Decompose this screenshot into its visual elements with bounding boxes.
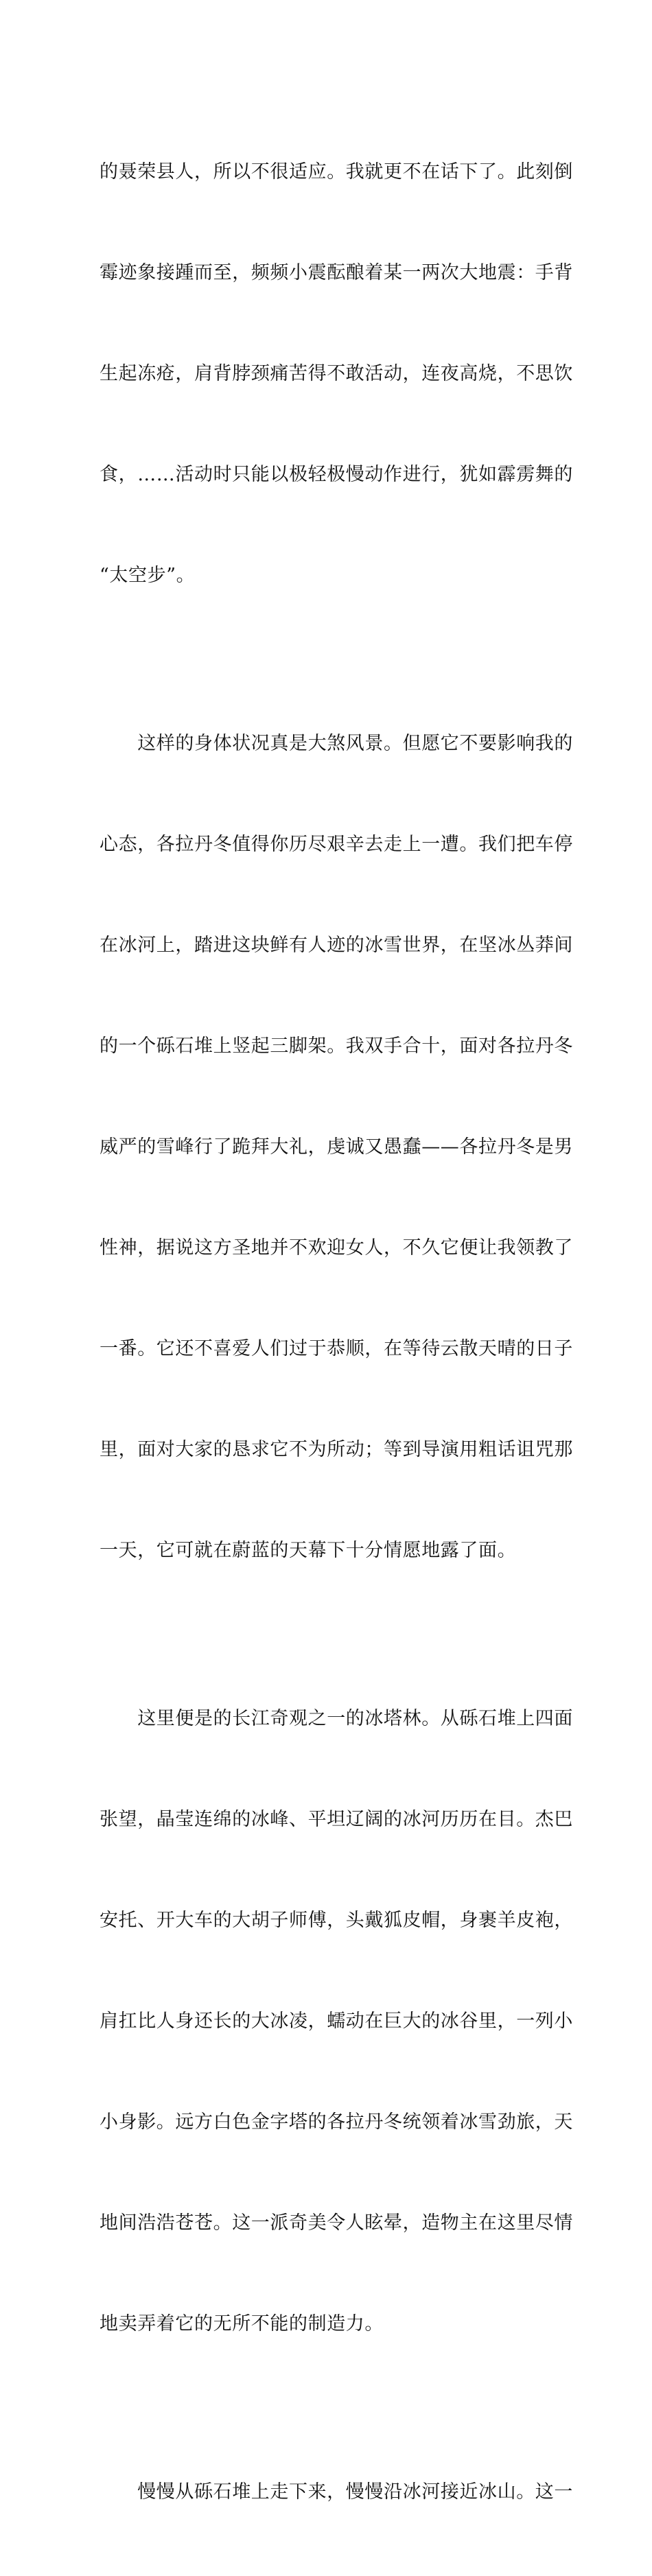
text-line: 这样的身体状况真是大煞风景。但愿它不要影响我的: [100, 733, 573, 754]
paragraph-4: [100, 2408, 573, 2576]
text-line: 生起冻疮，肩背脖颈痛苦得不敢活动，连夜高烧，不思饮: [100, 363, 573, 384]
text-line: 小身影。远方白色金字塔的各拉丹冬统领着冰雪劲旅，天: [100, 2111, 573, 2133]
paragraph-3: [100, 1635, 573, 2408]
text-line: 地间浩浩苍苍。这一派奇美令人眩晕，造物主在这里尽情: [100, 2212, 573, 2234]
text-line: 食，……活动时只能以极轻极慢动作进行，犹如霹雳舞的: [100, 464, 573, 485]
text-line: 慢慢从砾石堆上走下来，慢慢沿冰河接近冰山。这一: [100, 2481, 573, 2503]
text-line: 一天，它可就在蔚蓝的天幕下十分情愿地露了面。: [100, 1540, 517, 1561]
text-line: 在冰河上，踏进这块鲜有人迹的冰雪世界，在坚冰丛莽间: [100, 935, 573, 956]
body-text: [100, 88, 573, 2576]
text-line: 一番。它还不喜爱人们过于恭顺，在等待云散天晴的日子: [100, 1338, 573, 1359]
text-line: “太空步”。: [100, 565, 196, 586]
text-line: 肩扛比人身还长的大冰凌，蠕动在巨大的冰谷里，一列小: [100, 2011, 573, 2032]
text-line: 地卖弄着它的无所不能的制造力。: [100, 2313, 384, 2334]
text-line: 里，面对大家的恳求它不为所动；等到导演用粗话诅咒那: [100, 1439, 573, 1460]
text-line: 心态，各拉丹冬值得你历尽艰辛去走上一遭。我们把车停: [100, 834, 573, 855]
text-line: 性神，据说这方圣地并不欢迎女人，不久它便让我领教了: [100, 1237, 573, 1258]
text-line: 霉迹象接踵而至，频频小震酝酿着某一两次大地震：手背: [100, 262, 573, 283]
text-line: 这里便是的长江奇观之一的冰塔林。从砾石堆上四面: [100, 1708, 573, 1729]
text-line: 张望，晶莹连绵的冰峰、平坦辽阔的冰河历历在目。杰巴: [100, 1809, 573, 1830]
paragraph-2: [100, 659, 573, 1635]
text-line: 的一个砾石堆上竖起三脚架。我双手合十，面对各拉丹冬: [100, 1035, 573, 1057]
paragraph-1: [100, 88, 573, 659]
text-line: 威严的雪峰行了跪拜大礼，虔诚又愚蠢——各拉丹冬是男: [100, 1136, 573, 1158]
text-line: 安托、开大车的大胡子师傅，头戴狐皮帽，身裹羊皮袍，: [100, 1910, 573, 1931]
text-line: 的聂荣县人，所以不很适应。我就更不在话下了。此刻倒: [100, 161, 573, 183]
